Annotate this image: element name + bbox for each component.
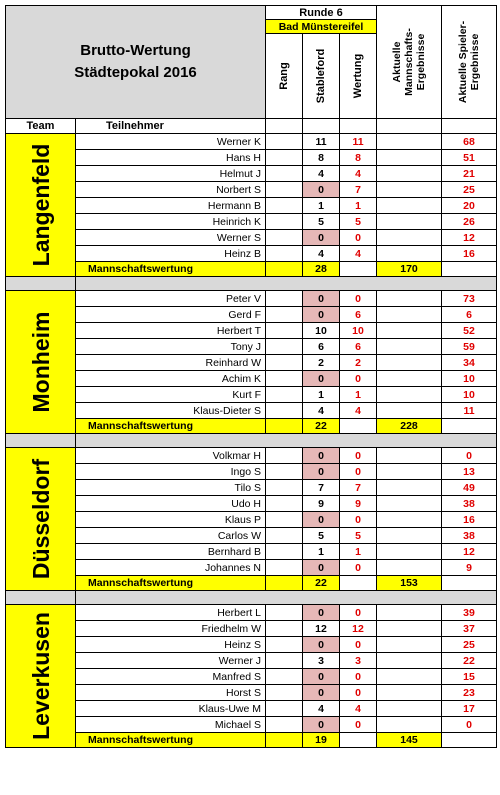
player-team-result [377, 387, 442, 403]
player-team-result [377, 403, 442, 419]
player-rang [266, 403, 303, 419]
player-team-result [377, 701, 442, 717]
player-team-result [377, 246, 442, 262]
player-row [6, 339, 497, 355]
player-team-result [377, 669, 442, 685]
player-result: 34 [442, 355, 497, 371]
player-name: Udo H [76, 496, 266, 512]
summary-wertung [340, 733, 377, 748]
player-team-result [377, 150, 442, 166]
player-rang [266, 637, 303, 653]
player-stableford: 4 [303, 246, 340, 262]
player-stableford: 2 [303, 355, 340, 371]
summary-rang [266, 733, 303, 748]
team-name-cell [6, 291, 76, 434]
colhead-blank [266, 119, 303, 134]
player-stableford: 1 [303, 198, 340, 214]
player-stableford: 0 [303, 448, 340, 464]
player-rang [266, 701, 303, 717]
player-result: 15 [442, 669, 497, 685]
player-result: 37 [442, 621, 497, 637]
player-team-result [377, 134, 442, 150]
player-team-result [377, 307, 442, 323]
player-name: Werner S [76, 230, 266, 246]
wertung-header [340, 34, 377, 119]
venue-label: Bad Münstereifel [266, 20, 377, 34]
player-name: Heinrich K [76, 214, 266, 230]
player-name: Manfred S [76, 669, 266, 685]
player-name: Klaus-Dieter S [76, 403, 266, 419]
player-row [6, 355, 497, 371]
player-team-result [377, 685, 442, 701]
player-stableford: 0 [303, 669, 340, 685]
player-wertung: 0 [340, 605, 377, 621]
player-team-result [377, 182, 442, 198]
player-row [6, 371, 497, 387]
player-team-result [377, 512, 442, 528]
summary-label: Mannschaftswertung [76, 733, 266, 748]
player-stableford: 0 [303, 637, 340, 653]
player-wertung: 0 [340, 560, 377, 576]
player-rang [266, 150, 303, 166]
team-summary-row [6, 262, 497, 277]
player-team-result [377, 448, 442, 464]
player-name: Achim K [76, 371, 266, 387]
player-stableford: 9 [303, 496, 340, 512]
player-stableford: 11 [303, 134, 340, 150]
player-rang [266, 448, 303, 464]
player-name: Heinz B [76, 246, 266, 262]
player-row [6, 166, 497, 182]
summary-label: Mannschaftswertung [76, 419, 266, 434]
stableford-header-label: Stableford [315, 48, 327, 104]
player-name: Friedhelm W [76, 621, 266, 637]
player-row [6, 214, 497, 230]
rang-header-label: Rang [278, 62, 290, 90]
player-stableford: 0 [303, 230, 340, 246]
player-wertung: 9 [340, 496, 377, 512]
team-column-header: Team [6, 119, 76, 134]
player-team-result [377, 166, 442, 182]
player-wertung: 6 [340, 339, 377, 355]
summary-wertung [340, 262, 377, 277]
player-result: 68 [442, 134, 497, 150]
player-wertung: 10 [340, 323, 377, 339]
player-team-result [377, 528, 442, 544]
round-label: Runde 6 [266, 6, 377, 20]
player-wertung: 0 [340, 448, 377, 464]
summary-stableford: 19 [303, 733, 340, 748]
team-name-cell [6, 605, 76, 748]
player-team-result [377, 496, 442, 512]
results-table [5, 5, 497, 748]
player-result: 13 [442, 464, 497, 480]
player-name: Heinz S [76, 637, 266, 653]
player-name: Werner J [76, 653, 266, 669]
summary-label: Mannschaftswertung [76, 576, 266, 591]
player-team-result [377, 291, 442, 307]
player-wertung: 1 [340, 198, 377, 214]
player-row [6, 480, 497, 496]
player-wertung: 0 [340, 464, 377, 480]
player-wertung: 3 [340, 653, 377, 669]
player-name: Ingo S [76, 464, 266, 480]
player-rang [266, 134, 303, 150]
player-rang [266, 291, 303, 307]
player-result: 11 [442, 403, 497, 419]
player-team-result [377, 230, 442, 246]
player-row [6, 528, 497, 544]
player-rang [266, 166, 303, 182]
summary-label: Mannschaftswertung [76, 262, 266, 277]
player-result: 10 [442, 387, 497, 403]
team-name: Monheim [27, 311, 54, 413]
separator-cell [6, 277, 76, 291]
summary-stableford: 28 [303, 262, 340, 277]
player-name: Hans H [76, 150, 266, 166]
player-result: 38 [442, 528, 497, 544]
player-wertung: 0 [340, 291, 377, 307]
player-wertung: 7 [340, 182, 377, 198]
player-name: Klaus-Uwe M [76, 701, 266, 717]
player-name: Werner K [76, 134, 266, 150]
team-name: Düsseldorf [27, 458, 54, 580]
player-rang [266, 605, 303, 621]
player-stableford: 0 [303, 464, 340, 480]
player-name: Hermann B [76, 198, 266, 214]
player-rang [266, 717, 303, 733]
player-result: 21 [442, 166, 497, 182]
player-wertung: 4 [340, 246, 377, 262]
player-team-result [377, 717, 442, 733]
player-wertung: 4 [340, 403, 377, 419]
player-result: 20 [442, 198, 497, 214]
player-row [6, 560, 497, 576]
player-wertung: 11 [340, 134, 377, 150]
player-stableford: 6 [303, 339, 340, 355]
colhead-blank [377, 119, 442, 134]
player-wertung: 0 [340, 230, 377, 246]
player-result: 9 [442, 560, 497, 576]
team-separator [6, 277, 497, 291]
player-row [6, 669, 497, 685]
player-stableford: 12 [303, 621, 340, 637]
summary-wertung [340, 419, 377, 434]
player-rang [266, 182, 303, 198]
player-rang [266, 339, 303, 355]
separator-cell [76, 434, 497, 448]
player-row [6, 403, 497, 419]
player-team-result [377, 544, 442, 560]
player-row [6, 150, 497, 166]
player-result: 59 [442, 339, 497, 355]
team-name-cell [6, 134, 76, 277]
player-stableford: 0 [303, 685, 340, 701]
player-row [6, 685, 497, 701]
player-row [6, 387, 497, 403]
player-wertung: 0 [340, 685, 377, 701]
player-stableford: 0 [303, 291, 340, 307]
player-row [6, 637, 497, 653]
summary-rang [266, 262, 303, 277]
player-wertung: 2 [340, 355, 377, 371]
player-stableford: 10 [303, 323, 340, 339]
player-wertung: 0 [340, 717, 377, 733]
player-result: 49 [442, 480, 497, 496]
player-rang [266, 669, 303, 685]
player-row [6, 701, 497, 717]
player-name: Horst S [76, 685, 266, 701]
stableford-header [303, 34, 340, 119]
player-name: Helmut J [76, 166, 266, 182]
player-name: Gerd F [76, 307, 266, 323]
player-name: Herbert T [76, 323, 266, 339]
player-row [6, 323, 497, 339]
player-wertung: 0 [340, 637, 377, 653]
player-rang [266, 387, 303, 403]
player-stableford: 5 [303, 214, 340, 230]
player-result: 26 [442, 214, 497, 230]
player-team-result [377, 464, 442, 480]
sheet-title [6, 6, 266, 119]
player-wertung: 6 [340, 307, 377, 323]
summary-stableford: 22 [303, 576, 340, 591]
player-team-result [377, 621, 442, 637]
summary-rang [266, 419, 303, 434]
summary-player-result [442, 262, 497, 277]
player-name: Peter V [76, 291, 266, 307]
player-stableford: 5 [303, 528, 340, 544]
team-separator [6, 591, 497, 605]
player-rang [266, 496, 303, 512]
player-wertung: 0 [340, 371, 377, 387]
team-blocks [6, 134, 497, 748]
colhead-blank [340, 119, 377, 134]
player-wertung: 5 [340, 528, 377, 544]
player-team-result [377, 480, 442, 496]
separator-cell [76, 591, 497, 605]
player-stableford: 0 [303, 307, 340, 323]
summary-team-result: 228 [377, 419, 442, 434]
player-rang [266, 480, 303, 496]
player-rang [266, 323, 303, 339]
player-rang [266, 621, 303, 637]
player-name: Norbert S [76, 182, 266, 198]
player-result: 17 [442, 701, 497, 717]
player-row [6, 291, 497, 307]
player-name: Johannes N [76, 560, 266, 576]
player-result: 52 [442, 323, 497, 339]
player-team-result [377, 355, 442, 371]
player-result: 23 [442, 685, 497, 701]
player-name: Klaus P [76, 512, 266, 528]
team-name-cell [6, 448, 76, 591]
summary-team-result: 153 [377, 576, 442, 591]
player-results-header [442, 6, 497, 119]
player-row [6, 307, 497, 323]
player-rang [266, 512, 303, 528]
player-result: 39 [442, 605, 497, 621]
player-result: 25 [442, 637, 497, 653]
player-result: 25 [442, 182, 497, 198]
player-result: 16 [442, 512, 497, 528]
team-summary-row [6, 733, 497, 748]
player-team-result [377, 653, 442, 669]
colhead-blank [303, 119, 340, 134]
player-rang [266, 464, 303, 480]
player-stableford: 0 [303, 560, 340, 576]
player-rang [266, 214, 303, 230]
rang-header [266, 34, 303, 119]
player-wertung: 4 [340, 701, 377, 717]
player-wertung: 4 [340, 166, 377, 182]
player-name: Bernhard B [76, 544, 266, 560]
player-stableford: 1 [303, 544, 340, 560]
player-rang [266, 307, 303, 323]
title-line-2: Städtepokal 2016 [74, 64, 197, 81]
summary-wertung [340, 576, 377, 591]
player-result: 38 [442, 496, 497, 512]
player-team-result [377, 339, 442, 355]
player-name: Volkmar H [76, 448, 266, 464]
player-row [6, 512, 497, 528]
participant-column-header: Teilnehmer [76, 119, 266, 134]
player-result: 10 [442, 371, 497, 387]
player-name: Michael S [76, 717, 266, 733]
player-wertung: 12 [340, 621, 377, 637]
player-result: 51 [442, 150, 497, 166]
player-row [6, 198, 497, 214]
player-wertung: 8 [340, 150, 377, 166]
player-stableford: 0 [303, 605, 340, 621]
player-rang [266, 371, 303, 387]
player-stableford: 4 [303, 166, 340, 182]
team-separator [6, 434, 497, 448]
player-row [6, 246, 497, 262]
player-result: 6 [442, 307, 497, 323]
summary-rang [266, 576, 303, 591]
separator-cell [76, 277, 497, 291]
separator-cell [6, 591, 76, 605]
player-result: 12 [442, 230, 497, 246]
summary-stableford: 22 [303, 419, 340, 434]
player-name: Reinhard W [76, 355, 266, 371]
player-rang [266, 685, 303, 701]
player-row [6, 653, 497, 669]
player-stableford: 4 [303, 403, 340, 419]
player-rang [266, 198, 303, 214]
player-rang [266, 355, 303, 371]
summary-team-result: 145 [377, 733, 442, 748]
player-rang [266, 560, 303, 576]
team-results-header [377, 6, 442, 119]
team-summary-row [6, 576, 497, 591]
player-wertung: 1 [340, 387, 377, 403]
player-team-result [377, 323, 442, 339]
team-results-header-line-3: Ergebnisse [415, 33, 428, 91]
player-result: 22 [442, 653, 497, 669]
player-stableford: 3 [303, 653, 340, 669]
player-name: Tony J [76, 339, 266, 355]
player-results-header-line-1: Aktuelle Spieler- [457, 20, 470, 104]
title-line-1: Brutto-Wertung [80, 42, 191, 59]
player-row [6, 134, 497, 150]
player-row [6, 496, 497, 512]
player-stableford: 1 [303, 387, 340, 403]
team-name: Leverkusen [27, 612, 54, 740]
player-row [6, 230, 497, 246]
player-rang [266, 246, 303, 262]
player-name: Tilo S [76, 480, 266, 496]
player-result: 12 [442, 544, 497, 560]
player-name: Kurt F [76, 387, 266, 403]
player-team-result [377, 637, 442, 653]
player-stableford: 7 [303, 480, 340, 496]
team-name: Langenfeld [27, 143, 54, 267]
team-results-header-line-1: Aktuelle [391, 41, 404, 83]
player-wertung: 5 [340, 214, 377, 230]
player-row [6, 717, 497, 733]
team-results-header-line-2: Mannschafts- [403, 28, 416, 96]
summary-player-result [442, 419, 497, 434]
player-stableford: 0 [303, 182, 340, 198]
player-row [6, 621, 497, 637]
player-rang [266, 653, 303, 669]
player-rang [266, 230, 303, 246]
player-wertung: 0 [340, 512, 377, 528]
player-stableford: 4 [303, 701, 340, 717]
player-wertung: 0 [340, 669, 377, 685]
player-team-result [377, 214, 442, 230]
player-row [6, 544, 497, 560]
player-row [6, 605, 497, 621]
player-row [6, 182, 497, 198]
player-team-result [377, 560, 442, 576]
player-result: 0 [442, 717, 497, 733]
player-wertung: 1 [340, 544, 377, 560]
results-sheet [5, 5, 497, 748]
colhead-blank [442, 119, 497, 134]
player-team-result [377, 605, 442, 621]
summary-player-result [442, 733, 497, 748]
player-stableford: 0 [303, 512, 340, 528]
player-row [6, 464, 497, 480]
player-result: 73 [442, 291, 497, 307]
player-stableford: 0 [303, 371, 340, 387]
summary-player-result [442, 576, 497, 591]
player-team-result [377, 198, 442, 214]
player-stableford: 0 [303, 717, 340, 733]
player-wertung: 7 [340, 480, 377, 496]
player-rang [266, 544, 303, 560]
summary-team-result: 170 [377, 262, 442, 277]
team-summary-row [6, 419, 497, 434]
player-name: Carlos W [76, 528, 266, 544]
player-team-result [377, 371, 442, 387]
player-stableford: 8 [303, 150, 340, 166]
wertung-header-label: Wertung [352, 53, 364, 99]
player-row [6, 448, 497, 464]
player-results-header-line-2: Ergebnisse [469, 33, 482, 91]
separator-cell [6, 434, 76, 448]
player-result: 0 [442, 448, 497, 464]
player-rang [266, 528, 303, 544]
player-name: Herbert L [76, 605, 266, 621]
player-result: 16 [442, 246, 497, 262]
